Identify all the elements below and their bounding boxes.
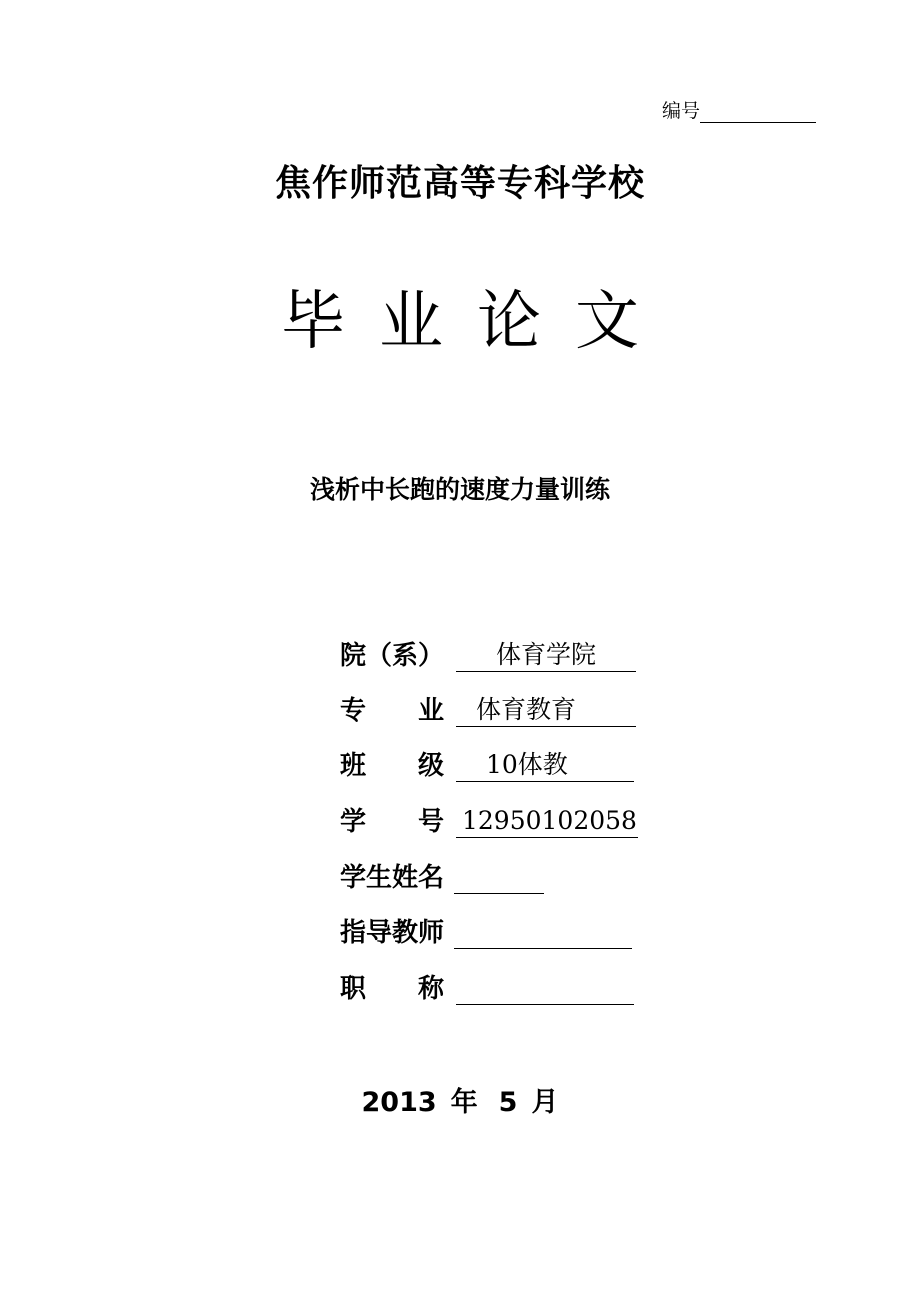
field-student-id	[340, 801, 638, 841]
field-value	[454, 914, 632, 949]
field-value: 12950102058	[456, 804, 638, 838]
serial-blank	[700, 102, 816, 123]
field-value: 10体教	[456, 748, 634, 782]
date-year-unit: 年	[450, 1087, 478, 1118]
field-label: 院（系）	[340, 641, 445, 671]
field-label: 专 业	[340, 696, 445, 726]
serial-label: 编号	[662, 100, 701, 122]
field-department	[340, 635, 636, 675]
date-month: 5	[498, 1087, 518, 1118]
field-value	[454, 859, 544, 894]
field-label: 学 号	[340, 807, 445, 837]
field-value: 体育教育	[456, 693, 636, 727]
field-label: 指导教师	[340, 918, 445, 948]
date-year: 2013	[361, 1087, 437, 1118]
thesis-title: 浅析中长跑的速度力量训练	[309, 475, 610, 504]
field-class	[340, 745, 634, 785]
field-student-name	[340, 857, 544, 897]
school-name: 焦作师范高等专科学校	[274, 163, 645, 204]
serial-number	[662, 96, 816, 123]
date-month-unit: 月	[531, 1087, 559, 1118]
field-advisor	[340, 912, 632, 952]
field-value: 体育学院	[456, 638, 636, 672]
field-label: 学生姓名	[340, 863, 445, 893]
field-major	[340, 690, 636, 730]
field-value	[456, 970, 634, 1005]
date	[0, 1080, 920, 1119]
document-type: 毕业论文	[281, 285, 673, 359]
field-title-rank	[340, 968, 634, 1008]
field-label: 班 级	[340, 751, 445, 781]
field-label: 职 称	[340, 974, 445, 1004]
